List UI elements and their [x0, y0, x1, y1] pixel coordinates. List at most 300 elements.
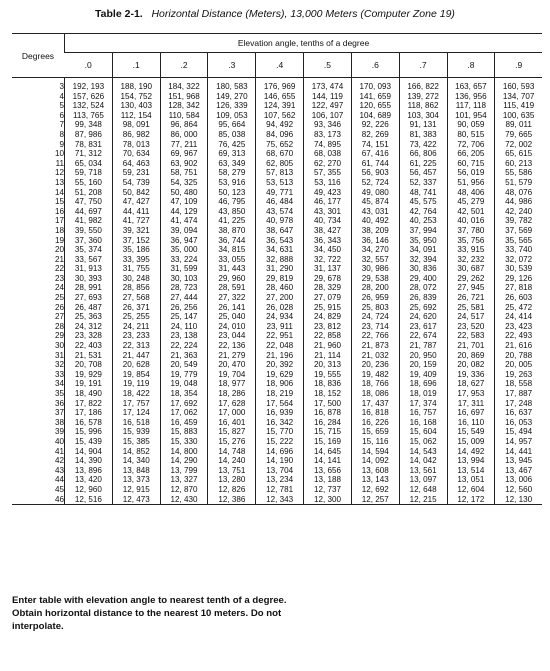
degree-cell: 5 — [59, 101, 64, 111]
distance-cell: 68, 670 — [256, 149, 304, 159]
distance-cell: 30, 539 — [495, 264, 542, 274]
distance-cell: 18, 766 — [351, 379, 399, 389]
distance-cell: 35, 950 — [399, 236, 447, 246]
distance-cell: 25, 147 — [160, 312, 208, 322]
distance-cell: 19, 779 — [160, 370, 208, 380]
distance-cell: 39, 094 — [160, 226, 208, 236]
distance-cell: 12, 560 — [495, 485, 542, 495]
distance-cell: 20, 159 — [399, 360, 447, 370]
distance-cell: 78, 831 — [65, 140, 113, 150]
degrees-header: Degrees — [12, 34, 65, 78]
distance-cell: 13, 751 — [208, 466, 256, 476]
distance-cell: 26, 959 — [351, 293, 399, 303]
distance-cell: 42, 764 — [399, 207, 447, 217]
distance-cell: 14, 340 — [112, 456, 160, 466]
distance-cell: 31, 913 — [65, 264, 113, 274]
distance-table — [12, 33, 542, 505]
distance-cell: 15, 062 — [399, 437, 447, 447]
distance-cell: 160, 593 — [495, 78, 542, 92]
table-row — [12, 168, 542, 178]
distance-cell: 104, 689 — [351, 111, 399, 121]
distance-cell: 18, 019 — [399, 389, 447, 399]
distance-cell: 85, 038 — [208, 130, 256, 140]
distance-cell: 66, 205 — [447, 149, 495, 159]
distance-cell: 15, 604 — [399, 427, 447, 437]
table-row — [12, 255, 542, 265]
distance-cell: 47, 750 — [65, 197, 113, 207]
distance-cell: 28, 723 — [160, 283, 208, 293]
distance-cell: 17, 000 — [208, 408, 256, 418]
table-row — [12, 207, 542, 217]
distance-cell: 35, 186 — [112, 245, 160, 255]
distance-cell: 55, 160 — [65, 178, 113, 188]
distance-cell: 16, 459 — [160, 418, 208, 428]
distance-cell: 32, 722 — [304, 255, 352, 265]
distance-cell: 18, 422 — [112, 389, 160, 399]
distance-cell: 118, 862 — [399, 101, 447, 111]
distance-cell: 38, 209 — [351, 226, 399, 236]
table-row — [12, 130, 542, 140]
distance-cell: 43, 574 — [256, 207, 304, 217]
distance-cell: 53, 916 — [208, 178, 256, 188]
distance-cell: 22, 951 — [256, 331, 304, 341]
distance-cell: 26, 839 — [399, 293, 447, 303]
degree-cell: 16 — [54, 206, 64, 216]
distance-cell: 43, 031 — [351, 207, 399, 217]
distance-cell: 13, 420 — [65, 475, 113, 485]
distance-cell: 47, 427 — [112, 197, 160, 207]
distance-cell: 19, 191 — [65, 379, 113, 389]
distance-cell: 15, 659 — [351, 427, 399, 437]
distance-cell: 22, 313 — [112, 341, 160, 351]
distance-cell: 28, 991 — [65, 283, 113, 293]
distance-cell: 15, 385 — [112, 437, 160, 447]
distance-cell: 38, 647 — [256, 226, 304, 236]
distance-cell: 149, 270 — [208, 92, 256, 102]
distance-cell: 12, 915 — [112, 485, 160, 495]
distance-cell: 21, 960 — [304, 341, 352, 351]
distance-cell: 31, 443 — [208, 264, 256, 274]
distance-cell: 73, 422 — [399, 140, 447, 150]
distance-cell: 21, 196 — [256, 351, 304, 361]
distance-cell: 24, 934 — [256, 312, 304, 322]
distance-cell: 40, 492 — [351, 216, 399, 226]
table-row — [12, 495, 542, 505]
table-row — [12, 111, 542, 121]
distance-cell: 23, 138 — [160, 331, 208, 341]
distance-cell: 44, 411 — [112, 207, 160, 217]
distance-cell: 44, 697 — [65, 207, 113, 217]
degree-cell: 11 — [55, 158, 64, 168]
distance-cell: 19, 704 — [208, 370, 256, 380]
distance-cell: 57, 355 — [304, 168, 352, 178]
table-row — [12, 303, 542, 313]
distance-cell: 15, 222 — [256, 437, 304, 447]
distance-cell: 18, 977 — [208, 379, 256, 389]
distance-cell: 13, 514 — [447, 466, 495, 476]
distance-cell: 96, 864 — [160, 120, 208, 130]
distance-cell: 23, 423 — [495, 322, 542, 332]
distance-cell: 89, 011 — [495, 120, 542, 130]
distance-cell: 18, 086 — [351, 389, 399, 399]
distance-cell: 25, 803 — [351, 303, 399, 313]
distance-cell: 62, 805 — [256, 159, 304, 169]
distance-cell: 146, 655 — [256, 92, 304, 102]
table-title — [0, 8, 550, 20]
distance-cell: 36, 947 — [160, 236, 208, 246]
distance-cell: 18, 219 — [256, 389, 304, 399]
distance-cell: 40, 734 — [304, 216, 352, 226]
distance-cell: 13, 994 — [447, 456, 495, 466]
distance-cell: 35, 000 — [160, 245, 208, 255]
degree-cell: 38 — [54, 417, 64, 427]
distance-cell: 128, 342 — [160, 101, 208, 111]
distance-cell: 13, 051 — [447, 475, 495, 485]
distance-cell: 18, 490 — [65, 389, 113, 399]
distance-cell: 21, 279 — [208, 351, 256, 361]
distance-cell: 38, 427 — [304, 226, 352, 236]
table-row — [12, 485, 542, 495]
distance-cell: 64, 463 — [112, 159, 160, 169]
distance-cell: 34, 091 — [399, 245, 447, 255]
distance-cell: 32, 557 — [351, 255, 399, 265]
table-row — [12, 226, 542, 236]
distance-cell: 16, 284 — [304, 418, 352, 428]
distance-cell: 26, 721 — [447, 293, 495, 303]
distance-cell: 180, 583 — [208, 78, 256, 92]
degree-cell: 14 — [54, 187, 64, 197]
distance-cell: 24, 211 — [112, 322, 160, 332]
distance-cell: 124, 391 — [256, 101, 304, 111]
distance-cell: 87, 986 — [65, 130, 113, 140]
distance-cell: 20, 549 — [160, 360, 208, 370]
degree-cell: 44 — [54, 475, 64, 485]
distance-cell: 49, 080 — [351, 188, 399, 198]
distance-cell: 20, 950 — [399, 351, 447, 361]
distance-cell: 12, 257 — [351, 495, 399, 505]
table-row — [12, 360, 542, 370]
degree-cell: 31 — [54, 350, 64, 360]
distance-cell: 68, 038 — [304, 149, 352, 159]
distance-cell: 126, 339 — [208, 101, 256, 111]
distance-cell: 27, 568 — [112, 293, 160, 303]
distance-cell: 12, 215 — [399, 495, 447, 505]
column-header: .7 — [399, 53, 447, 78]
distance-cell: 55, 586 — [495, 168, 542, 178]
distance-cell: 14, 645 — [304, 447, 352, 457]
distance-cell: 166, 822 — [399, 78, 447, 92]
distance-cell: 15, 169 — [304, 437, 352, 447]
distance-cell: 46, 795 — [208, 197, 256, 207]
distance-cell: 21, 701 — [447, 341, 495, 351]
distance-cell: 16, 757 — [399, 408, 447, 418]
table-row — [12, 379, 542, 389]
distance-cell: 24, 724 — [351, 312, 399, 322]
distance-cell: 32, 232 — [447, 255, 495, 265]
distance-cell: 91, 131 — [399, 120, 447, 130]
distance-cell: 13, 561 — [399, 466, 447, 476]
distance-cell: 13, 234 — [256, 475, 304, 485]
distance-cell: 50, 842 — [112, 188, 160, 198]
distance-cell: 144, 119 — [304, 92, 352, 102]
table-row — [12, 408, 542, 418]
distance-cell: 15, 996 — [65, 427, 113, 437]
distance-cell: 44, 986 — [495, 197, 542, 207]
distance-cell: 33, 055 — [208, 255, 256, 265]
table-row — [12, 216, 542, 226]
distance-cell: 33, 567 — [65, 255, 113, 265]
distance-cell: 28, 856 — [112, 283, 160, 293]
distance-cell: 188, 190 — [112, 78, 160, 92]
distance-cell: 12, 516 — [65, 495, 113, 505]
distance-cell: 30, 103 — [160, 274, 208, 284]
degree-cell: 23 — [54, 273, 64, 283]
distance-cell: 31, 755 — [112, 264, 160, 274]
distance-cell: 20, 313 — [304, 360, 352, 370]
degree-cell: 45 — [54, 484, 64, 494]
distance-cell: 14, 290 — [160, 456, 208, 466]
distance-cell: 24, 010 — [208, 322, 256, 332]
distance-cell: 19, 629 — [256, 370, 304, 380]
distance-cell: 29, 960 — [208, 274, 256, 284]
distance-cell: 30, 393 — [65, 274, 113, 284]
distance-cell: 41, 727 — [112, 216, 160, 226]
distance-cell: 98, 091 — [112, 120, 160, 130]
distance-cell: 24, 414 — [495, 312, 542, 322]
distance-cell: 101, 954 — [447, 111, 495, 121]
distance-cell: 63, 349 — [208, 159, 256, 169]
distance-cell: 45, 575 — [399, 197, 447, 207]
distance-cell: 16, 053 — [495, 418, 542, 428]
degree-cell: 42 — [54, 456, 64, 466]
distance-cell: 17, 437 — [351, 399, 399, 409]
distance-cell: 25, 040 — [208, 312, 256, 322]
distance-cell: 36, 744 — [208, 236, 256, 246]
distance-cell: 17, 248 — [495, 399, 542, 409]
distance-cell: 41, 225 — [208, 216, 256, 226]
distance-cell: 72, 706 — [447, 140, 495, 150]
column-header: .9 — [495, 53, 542, 78]
distance-cell: 29, 262 — [447, 274, 495, 284]
distance-cell: 25, 692 — [399, 303, 447, 313]
distance-cell: 20, 788 — [495, 351, 542, 361]
distance-cell: 24, 312 — [65, 322, 113, 332]
distance-cell: 13, 327 — [160, 475, 208, 485]
distance-cell: 27, 200 — [256, 293, 304, 303]
distance-cell: 18, 286 — [208, 389, 256, 399]
distance-cell: 22, 493 — [495, 331, 542, 341]
distance-cell: 16, 342 — [256, 418, 304, 428]
distance-cell: 17, 564 — [256, 399, 304, 409]
distance-cell: 13, 896 — [65, 466, 113, 476]
distance-cell: 170, 093 — [351, 78, 399, 92]
distance-cell: 22, 224 — [160, 341, 208, 351]
distance-cell: 51, 208 — [65, 188, 113, 198]
distance-cell: 40, 978 — [256, 216, 304, 226]
distance-cell: 24, 517 — [447, 312, 495, 322]
distance-cell: 27, 322 — [208, 293, 256, 303]
distance-cell: 13, 280 — [208, 475, 256, 485]
table-row — [12, 351, 542, 361]
distance-cell: 15, 549 — [447, 427, 495, 437]
instruction-note: Enter table with elevation angle to nearest tenth of a degree. Obtain horizontal distance to the nearest 10 meters. Do not interpolate. — [12, 595, 287, 632]
degree-cell: 9 — [59, 139, 64, 149]
table-row — [12, 149, 542, 159]
distance-cell: 15, 494 — [495, 427, 542, 437]
table-row — [12, 293, 542, 303]
distance-cell: 27, 945 — [447, 283, 495, 293]
distance-cell: 63, 902 — [160, 159, 208, 169]
distance-cell: 18, 696 — [399, 379, 447, 389]
distance-cell: 28, 460 — [256, 283, 304, 293]
table-row — [12, 399, 542, 409]
distance-cell: 20, 628 — [112, 360, 160, 370]
distance-cell: 12, 130 — [495, 495, 542, 505]
distance-cell: 13, 467 — [495, 466, 542, 476]
table-number: Table 2-1. — [95, 8, 143, 20]
distance-cell: 20, 470 — [208, 360, 256, 370]
degree-cell: 43 — [54, 465, 64, 475]
distance-cell: 18, 836 — [304, 379, 352, 389]
distance-cell: 16, 518 — [112, 418, 160, 428]
distance-cell: 45, 279 — [447, 197, 495, 207]
distance-cell: 18, 354 — [160, 389, 208, 399]
distance-cell: 74, 151 — [351, 140, 399, 150]
distance-cell: 120, 655 — [351, 101, 399, 111]
distance-cell: 21, 616 — [495, 341, 542, 351]
distance-cell: 30, 248 — [112, 274, 160, 284]
distance-cell: 22, 674 — [399, 331, 447, 341]
degree-cell: 15 — [54, 197, 64, 207]
degree-cell: 17 — [54, 216, 64, 226]
distance-cell: 52, 337 — [399, 178, 447, 188]
distance-cell: 16, 226 — [351, 418, 399, 428]
degree-cell: 37 — [54, 408, 64, 418]
distance-cell: 53, 513 — [256, 178, 304, 188]
distance-cell: 136, 956 — [447, 92, 495, 102]
distance-cell: 173, 474 — [304, 78, 352, 92]
distance-cell: 19, 854 — [112, 370, 160, 380]
distance-cell: 110, 584 — [160, 111, 208, 121]
distance-cell: 23, 812 — [304, 322, 352, 332]
distance-cell: 176, 969 — [256, 78, 304, 92]
distance-cell: 14, 543 — [399, 447, 447, 457]
distance-cell: 41, 982 — [65, 216, 113, 226]
elevation-header: Elevation angle, tenths of a degree — [65, 34, 543, 53]
distance-cell: 37, 780 — [447, 226, 495, 236]
distance-cell: 26, 603 — [495, 293, 542, 303]
distance-cell: 18, 906 — [256, 379, 304, 389]
distance-cell: 13, 143 — [351, 475, 399, 485]
distance-cell: 70, 634 — [112, 149, 160, 159]
distance-cell: 12, 826 — [208, 485, 256, 495]
distance-cell: 14, 748 — [208, 447, 256, 457]
distance-cell: 16, 578 — [65, 418, 113, 428]
distance-cell: 23, 714 — [351, 322, 399, 332]
distance-cell: 60, 213 — [495, 159, 542, 169]
distance-cell: 50, 480 — [160, 188, 208, 198]
table-row — [12, 389, 542, 399]
distance-cell: 49, 423 — [304, 188, 352, 198]
distance-cell: 72, 002 — [495, 140, 542, 150]
degree-cell: 41 — [54, 446, 64, 456]
table-row — [12, 312, 542, 322]
distance-cell: 112, 154 — [112, 111, 160, 121]
distance-cell: 52, 724 — [351, 178, 399, 188]
distance-cell: 17, 953 — [447, 389, 495, 399]
distance-cell: 25, 915 — [304, 303, 352, 313]
column-header: .2 — [160, 53, 208, 78]
distance-cell: 30, 687 — [447, 264, 495, 274]
distance-cell: 12, 300 — [304, 495, 352, 505]
distance-cell: 17, 757 — [112, 399, 160, 409]
distance-cell: 33, 740 — [495, 245, 542, 255]
distance-cell: 17, 887 — [495, 389, 542, 399]
distance-cell: 14, 696 — [256, 447, 304, 457]
distance-cell: 26, 371 — [112, 303, 160, 313]
degree-cell: 40 — [54, 436, 64, 446]
distance-cell: 12, 781 — [256, 485, 304, 495]
degree-cell: 21 — [54, 254, 64, 264]
distance-cell: 22, 403 — [65, 341, 113, 351]
column-header-row — [12, 53, 542, 78]
distance-cell: 18, 152 — [304, 389, 352, 399]
distance-cell: 46, 484 — [256, 197, 304, 207]
distance-cell: 12, 386 — [208, 495, 256, 505]
distance-cell: 36, 543 — [256, 236, 304, 246]
degree-cell: 36 — [54, 398, 64, 408]
distance-cell: 77, 211 — [160, 140, 208, 150]
distance-cell: 22, 048 — [256, 341, 304, 351]
distance-cell: 29, 126 — [495, 274, 542, 284]
distance-cell: 117, 118 — [447, 101, 495, 111]
table-row — [12, 437, 542, 447]
distance-cell: 20, 708 — [65, 360, 113, 370]
distance-cell: 19, 482 — [351, 370, 399, 380]
distance-cell: 82, 269 — [351, 130, 399, 140]
degree-cell: 27 — [54, 312, 64, 322]
table-row — [12, 283, 542, 293]
table-row — [12, 188, 542, 198]
distance-cell: 19, 929 — [65, 370, 113, 380]
distance-cell: 15, 827 — [208, 427, 256, 437]
distance-cell: 103, 304 — [399, 111, 447, 121]
distance-cell: 58, 751 — [160, 168, 208, 178]
column-header: .5 — [304, 53, 352, 78]
distance-cell: 24, 620 — [399, 312, 447, 322]
column-header: .0 — [65, 53, 113, 78]
degree-cell: 4 — [59, 91, 64, 101]
distance-cell: 37, 360 — [65, 236, 113, 246]
distance-cell: 16, 697 — [447, 408, 495, 418]
distance-cell: 26, 487 — [65, 303, 113, 313]
table-row — [12, 456, 542, 466]
distance-cell: 14, 957 — [495, 437, 542, 447]
distance-cell: 93, 346 — [304, 120, 352, 130]
distance-cell: 65, 615 — [495, 149, 542, 159]
distance-cell: 51, 956 — [447, 178, 495, 188]
distance-cell: 12, 648 — [399, 485, 447, 495]
distance-cell: 122, 497 — [304, 101, 352, 111]
degree-cell: 12 — [54, 168, 64, 178]
distance-cell: 25, 472 — [495, 303, 542, 313]
distance-cell: 43, 301 — [304, 207, 352, 217]
distance-cell: 21, 447 — [112, 351, 160, 361]
distance-cell: 42, 501 — [447, 207, 495, 217]
distance-cell: 12, 430 — [160, 495, 208, 505]
table-row — [12, 236, 542, 246]
table-row — [12, 120, 542, 130]
